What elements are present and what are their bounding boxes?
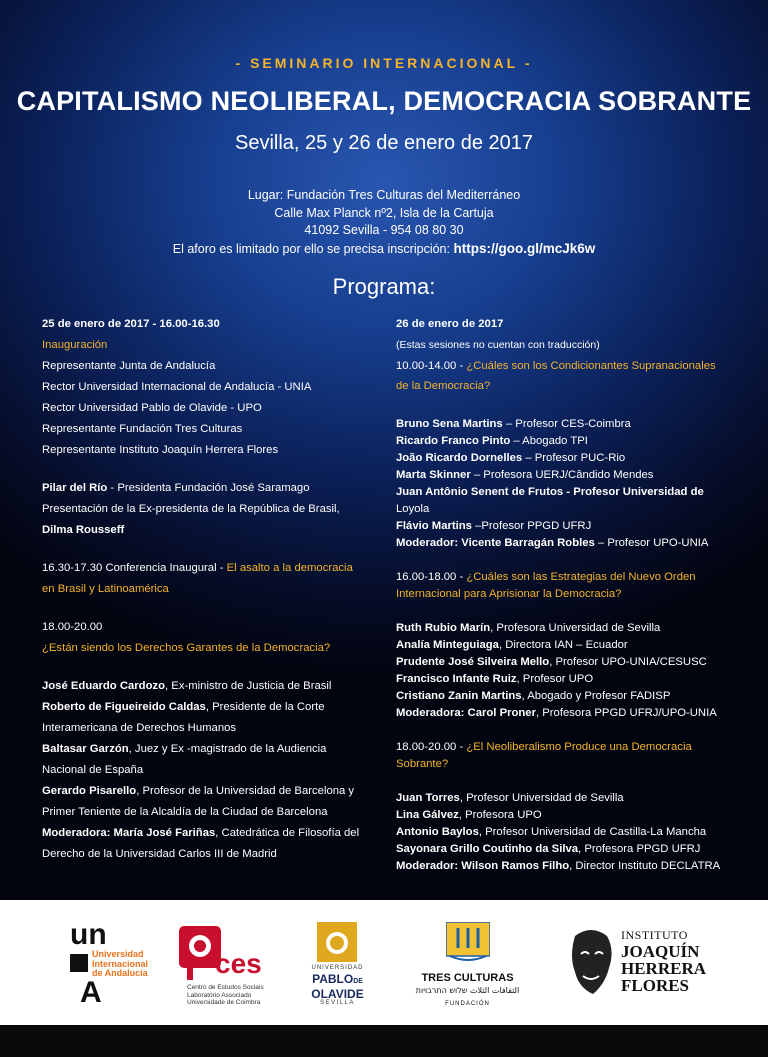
translation-note: (Estas sesiones no cuentan con traducción) [396,339,600,351]
unia-name-line: de Andalucía [92,968,148,978]
venue-info [0,187,768,258]
speaker-role: , Profesor Universidad de Castilla-La Mancha [478,826,707,838]
speaker-line [396,416,726,433]
session-title: ¿Cuáles son los Condicionantes Supranacionales [466,360,716,372]
moderator-line [396,858,726,875]
speaker-role: - Presidenta Fundación José Saramago [107,482,310,494]
seminar-eyebrow: - SEMINARIO INTERNACIONAL - [235,55,533,71]
speaker-role: , Profesor UPO-UNIA/CESUSC [549,656,707,668]
speaker-role-cont: Loyola [396,503,430,515]
conference-title-cont: en Brasil y Latinoamérica [42,583,169,595]
upo-city: SEVILLA [320,1000,355,1006]
speaker-name: Prudente José Silveira Mello [396,656,550,668]
session-time: 18.00-20.00 - [396,741,467,753]
speaker-role-cont: Nacional de España [42,764,144,776]
jhf-instituto: INSTITUTO [621,928,688,942]
conference-line [42,560,372,577]
day2-column [396,316,726,875]
speaker-line [396,671,726,688]
moderator-line [42,825,372,842]
tres-culturas-fundacion: FUNDACIÓN [445,1001,490,1007]
speaker-line [396,654,726,671]
speaker-name: Bruno Sena Martins [396,418,503,430]
session-title-line [396,569,726,586]
ces-name: ces [215,948,262,979]
speaker-name: Flávio Martins [396,520,472,532]
unia-name-line: Universidad [92,949,144,959]
speaker-line [42,783,372,800]
ces-sub-line: Universidade de Coimbra [187,999,261,1006]
session-title-cont: de la Democracia? [396,380,491,392]
speaker-line [42,699,372,716]
moderator-line [396,535,726,552]
speaker-role: , Profesora UPO [458,809,542,821]
inaug-item: Representante Junta de Andalucía [42,360,216,372]
day1-column [42,316,372,863]
event-date: Sevilla, 25 y 26 de enero de 2017 [235,132,533,154]
speaker-role: , Abogado y Profesor FADISP [521,690,671,702]
moderator-role: – Profesor UPO-UNIA [594,537,709,549]
conference-time: 16.30-17.30 Conferencia Inaugural - [42,562,227,574]
upo-top-label: UNIVERSIDAD [311,965,364,971]
speaker-name: Marta Skinner [396,469,471,481]
speaker-role: , Juez y Ex -magistrado de la Audiencia [128,743,327,755]
inaug-item: Representante Instituto Joaquín Herrera Flores [42,444,279,456]
speaker-name: Baltasar Garzón [42,743,129,755]
presentation-speaker: Dilma Rousseff [42,524,125,536]
sponsor-logos [0,900,768,1025]
moderator-role-cont: Derecho de la Universidad Carlos III de Madrid [42,848,277,860]
session-title: ¿Están siendo los Derechos Garantes de la Democracia? [42,642,331,654]
speaker-name: José Eduardo Cardozo [42,680,166,692]
session-title-cont: Sobrante? [396,758,449,770]
moderator-name: Moderadora: María José Fariñas [42,827,216,839]
tres-culturas-emblem-icon [446,922,490,962]
day1-date: 25 de enero de 2017 - 16.00-16.30 [42,318,220,330]
upo-name-2: OLAVIDE [311,987,364,1001]
speaker-line [396,637,726,654]
speaker-role: , Profesor UPO [516,673,594,685]
jhf-name-line: HERRERA [621,959,707,978]
speaker-name: Cristiano Zanin Martins [396,690,522,702]
speaker-name: João Ricardo Dornelles [396,452,523,464]
programa-heading: Programa: [332,274,436,299]
upo-de: DE [353,978,363,985]
moderator-role: , Director Instituto DECLATRA [569,860,721,872]
speaker-line [396,688,726,705]
speaker-name: Roberto de Figueireido Caldas [42,701,206,713]
speaker-role: – Profesor CES-Coimbra [502,418,631,430]
speaker-line [42,678,372,695]
upo-logo [300,922,375,1012]
jhf-logo [565,922,715,1007]
ces-logo [175,922,270,1012]
tres-culturas-subtitle: الثقافات الثلاث שלוש התרבויות [415,986,520,995]
speaker-role-cont: Primer Teniente de la Alcaldía de la Ciudad de Barcelona [42,806,328,818]
speaker-role: – Profesor PUC-Rio [522,452,626,464]
venue-line [0,240,768,259]
tres-culturas-name: TRES CULTURAS [421,972,514,984]
speaker-role: , Directora IAN – Ecuador [498,639,628,651]
upo-name [300,973,375,1000]
speaker-name: Gerardo Pisarello [42,785,137,797]
speaker-name: Ruth Rubio Marín [396,622,491,634]
jhf-name [621,943,706,994]
inaug-item: Rector Universidad Pablo de Olavide - UPO [42,402,262,414]
speaker-role: , Profesor de la Universidad de Barcelona y [136,785,355,797]
upo-emblem-icon [317,922,357,962]
portrait-sketch-icon [565,926,617,1000]
day2-date: 26 de enero de 2017 [396,318,504,330]
upo-name-1: PABLO [312,972,354,986]
speaker-role: – Profesora UERJ/Cândido Mendes [470,469,654,481]
unia-name-line: Internacional [92,958,149,969]
speaker-name: Sayonara Grillo Coutinho da Silva [396,843,579,855]
speaker-role: – Abogado TPI [510,435,588,447]
tres-culturas-logo [410,922,525,1014]
speaker-name: Lina Gálvez [396,809,459,821]
session-title-line [396,358,726,375]
moderator-line [396,705,726,722]
registration-link[interactable]: https://goo.gl/mcJk6w [453,240,596,256]
speaker-role: , Profesora Universidad de Sevilla [490,622,661,634]
moderator-role: , Catedrática de Filosofía del [215,827,360,839]
speaker-name: Francisco Infante Ruiz [396,673,517,685]
pilar-line [42,480,372,497]
moderator-name: Moderador: Vicente Barragán Robles [396,537,595,549]
speaker-role: , Presidente de la Corte [205,701,325,713]
jhf-name-line: FLORES [621,976,690,995]
speaker-role: –Profesor PPGD UFRJ [471,520,592,532]
session-title-cont: Internacional para Aprisionar la Democracia? [396,588,622,600]
speaker-name: Ricardo Franco Pinto [396,435,511,447]
venue-line: Calle Max Planck nº2, Isla de la Cartuja [274,205,494,220]
session-title: ¿El Neoliberalismo Produce una Democracia [466,741,692,753]
session-time: 18.00-20.00 [42,621,103,633]
session-title-line [396,739,726,756]
moderator-name: Moderadora: Carol Proner [396,707,536,719]
speaker-role-cont: Interamericana de Derechos Humanos [42,722,237,734]
bottom-bar [0,1025,768,1057]
presentation-line: Presentación de la Ex-presidenta de la República de Brasil, [42,503,340,515]
venue-line: Lugar: Fundación Tres Culturas del Mediterráneo [247,188,521,202]
unia-un: un [70,918,107,951]
session-time: 16.00-18.00 - [396,571,467,583]
speaker-line [396,807,726,824]
speaker-role: , Profesora PPGD UFRJ [578,843,701,855]
inaug-item: Rector Universidad Internacional de Andalucía - UNIA [42,381,312,393]
speaker-line [396,790,726,807]
inauguracion-title: Inauguración [42,339,108,351]
unia-A: A [80,976,102,1009]
ces-subtitle [187,984,264,1007]
conference-title: El asalto a la democracia [226,562,353,574]
inaug-item: Representante Fundación Tres Culturas [42,423,243,435]
speaker-line [396,433,726,450]
moderator-name: Moderador: Wilson Ramos Filho [396,860,570,872]
speaker-name: Analía Minteguiaga [396,639,499,651]
speaker-line [396,841,726,858]
speaker-name: Pilar del Río [42,482,108,494]
moderator-role: , Profesora PPGD UFRJ/UPO-UNIA [535,707,717,719]
speaker-role: , Ex-ministro de Justicia de Brasil [165,680,332,692]
session-time: 10.00-14.00 - [396,360,467,372]
unia-logo [62,920,162,1015]
speaker-line: Juan Antônio Senent de Frutos - Profesor Universidad de [396,486,704,498]
ces-sub-line: Centro de Estudos Sociais [187,984,264,991]
unia-square-icon [70,954,88,972]
unia-name [92,950,148,979]
speaker-line [42,741,372,758]
speaker-line [396,518,726,535]
speaker-name: Antonio Baylos [396,826,479,838]
page-title: CAPITALISMO NEOLIBERAL, DEMOCRACIA SOBRANTE [16,86,752,116]
speaker-line [396,824,726,841]
ces-sub-line: Laboratório Associado [187,991,252,999]
speaker-line [396,450,726,467]
venue-line: 41092 Sevilla - 954 08 80 30 [304,223,464,237]
jhf-name-line: JOAQUÍN [621,942,700,961]
speaker-name: Juan Torres [396,792,460,804]
registration-note: El aforo es limitado por ello se precisa inscripción: [172,241,450,256]
speaker-role: , Profesor Universidad de Sevilla [459,792,624,804]
speaker-line [396,620,726,637]
session-title: ¿Cuáles son las Estrategias del Nuevo Orden [466,571,696,583]
speaker-line [396,467,726,484]
